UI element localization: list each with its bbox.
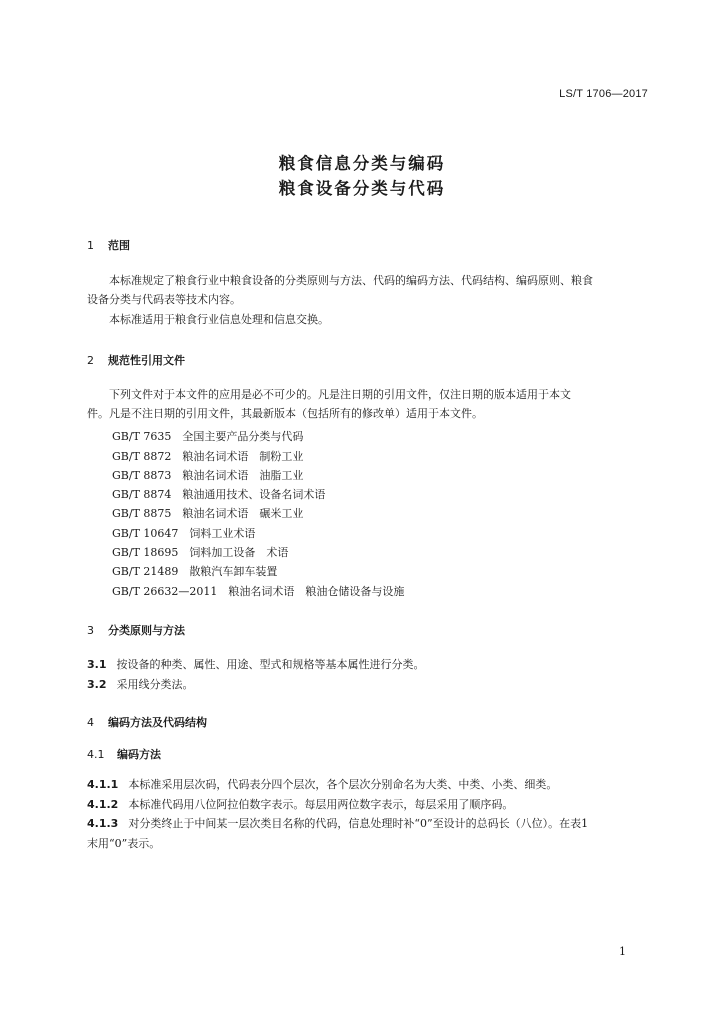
scope-applies-paragraph: 本标准适用于粮食行业信息处理和信息交换。 [109,313,329,326]
reference-item: GB/T 8875 粮油名词术语 碾米工业 [112,507,304,520]
section-2-heading [87,352,185,368]
scope-paragraph-line2: 设备分类与代码表等技术内容。 [87,293,241,306]
clause-number: 3.2 [87,678,107,691]
reference-item: GB/T 8873 粮油名词术语 油脂工业 [112,469,304,482]
clause-4-1-3-continuation: 末用“0”表示。 [87,837,161,850]
clause-4-1-2 [87,796,513,812]
section-number: 4 [87,716,94,729]
clause-number: 4.1.3 [87,817,119,830]
reference-item: GB/T 7635 全国主要产品分类与代码 [112,430,304,443]
reference-item: GB/T 8872 粮油名词术语 制粉工业 [112,450,304,463]
clause-4-1-1 [87,776,557,792]
section-title: 编码方法 [117,748,161,761]
standard-code: LS/T 1706—2017 [559,88,648,100]
clause-number: 4.1.1 [87,778,119,791]
section-1-heading [87,237,130,253]
clause-text: 按设备的种类、属性、用途、型式和规格等基本属性进行分类。 [116,658,425,671]
normative-paragraph-line2: 件。凡是不注日期的引用文件，其最新版本（包括所有的修改单）适用于本文件。 [87,407,483,420]
section-number: 4.1 [87,748,105,761]
clause-3-1 [87,656,425,672]
clause-text: 本标准采用层次码，代码表分四个层次，各个层次分别命名为大类、中类、小类、细类。 [128,778,558,791]
page-number: 1 [619,945,626,958]
section-title: 编码方法及代码结构 [108,716,207,729]
section-3-heading [87,622,185,638]
scope-paragraph-line1: 本标准规定了粮食行业中粮食设备的分类原则与方法、代码的编码方法、代码结构、编码原则、粮食 [109,274,593,287]
clause-text: 对分类终止于中间某一层次类目名称的代码，信息处理时补“0”至设计的总码长（八位）。在表1 [128,817,589,830]
section-title: 分类原则与方法 [108,624,185,637]
section-title: 规范性引用文件 [108,354,185,367]
section-number: 3 [87,624,94,637]
section-title: 范围 [108,239,130,252]
section-number: 1 [87,239,94,252]
document-title-line1: 粮食信息分类与编码 [278,154,446,173]
clause-number: 3.1 [87,658,107,671]
section-number: 2 [87,354,94,367]
reference-item: GB/T 18695 饲料加工设备 术语 [112,546,289,559]
section-4-heading [87,714,207,730]
clause-3-2 [87,676,194,692]
clause-text: 本标准代码用八位阿拉伯数字表示。每层用两位数字表示，每层采用了顺序码。 [128,798,514,811]
reference-item: GB/T 10647 饲料工业术语 [112,527,256,540]
clause-4-1-3 [87,815,588,831]
document-title-line2: 粮食设备分类与代码 [278,179,446,198]
section-4-1-heading [87,746,161,762]
reference-item: GB/T 8874 粮油通用技术、设备名词术语 [112,488,326,501]
clause-text: 采用线分类法。 [116,678,194,691]
reference-item: GB/T 21489 散粮汽车卸车装置 [112,565,278,578]
reference-item: GB/T 26632—2011 粮油名词术语 粮油仓储设备与设施 [112,585,405,598]
clause-number: 4.1.2 [87,798,119,811]
normative-paragraph-line1: 下列文件对于本文件的应用是必不可少的。凡是注日期的引用文件，仅注日期的版本适用于本文 [109,388,571,401]
